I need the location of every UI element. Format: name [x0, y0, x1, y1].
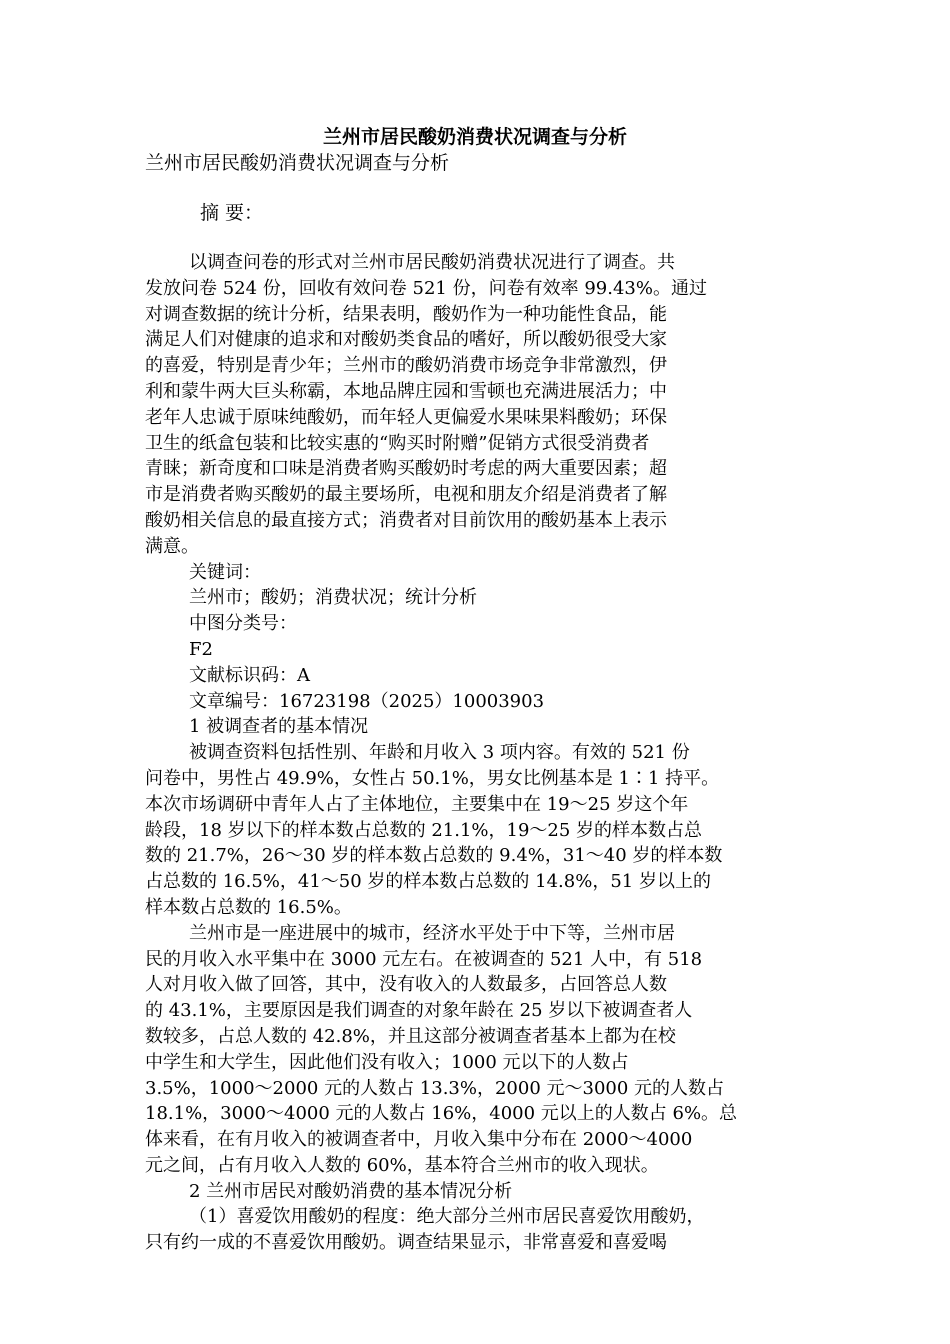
keywords-label: 关键词：: [189, 561, 261, 583]
text-line: 满意。: [145, 535, 199, 557]
text-line: 老年人忠诚于原味纯酸奶，而年轻人更偏爱水果味果料酸奶；环保: [145, 406, 667, 428]
text-line: 样本数占总数的 16.5%。: [145, 896, 352, 918]
text-line: 兰州市是一座进展中的城市，经济水平处于中下等，兰州市居: [189, 922, 675, 944]
text-line: 人对月收入做了回答，其中，没有收入的人数最多，占回答总人数: [145, 974, 667, 996]
section-2-heading: 2 兰州市居民对酸奶消费的基本情况分析: [189, 1180, 513, 1202]
document-code: 文献标识码：A: [189, 664, 310, 686]
text-line: 对调查数据的统计分析，结果表明，酸奶作为一种功能性食品，能: [145, 303, 667, 325]
text-line: 3.5%，1000～2000 元的人数占 13.3%，2000 元～3000 元的人数占: [145, 1077, 725, 1099]
text-line: 问卷中，男性占 49.9%，女性占 50.1%，男女比例基本是 1∶1 持平。: [145, 767, 720, 789]
text-line: 市是消费者购买酸奶的最主要场所，电视和朋友介绍是消费者了解: [145, 484, 667, 506]
text-line: 的 43.1%，主要原因是我们调查的对象年龄在 25 岁以下被调查者人: [145, 1000, 693, 1022]
text-line: 元之间，占有月收入人数的 60%，基本符合兰州市的收入现状。: [145, 1154, 659, 1176]
text-line: 本次市场调研中青年人占了主体地位，主要集中在 19～25 岁这个年: [145, 793, 689, 815]
document-title: 兰州市居民酸奶消费状况调查与分析: [322, 126, 627, 148]
text-line: 酸奶相关信息的最直接方式；消费者对目前饮用的酸奶基本上表示: [145, 509, 667, 531]
text-line: 民的月收入水平集中在 3000 元左右。在被调查的 521 人中，有 518: [145, 948, 703, 970]
keywords-value: 兰州市；酸奶；消费状况；统计分析: [189, 587, 477, 609]
text-line: 中学生和大学生，因此他们没有收入；1000 元以下的人数占: [145, 1051, 629, 1073]
document-subtitle: 兰州市居民酸奶消费状况调查与分析: [145, 152, 450, 174]
text-line: 数的 21.7%，26～30 岁的样本数占总数的 9.4%，31～40 岁的样本数: [145, 845, 723, 867]
article-number: 文章编号：16723198（2025）10003903: [189, 690, 545, 712]
abstract-body: [145, 250, 805, 1256]
text-line: 只有约一成的不喜爱饮用酸奶。调查结果显示，非常喜爱和喜爱喝: [145, 1232, 667, 1254]
text-line: 的喜爱，特别是青少年；兰州市的酸奶消费市场竞争非常激烈，伊: [145, 355, 667, 377]
text-line: 满足人们对健康的追求和对酸奶类食品的嗜好，所以酸奶很受大家: [145, 329, 667, 351]
text-line: 青睐；新奇度和口味是消费者购买酸奶时考虑的两大重要因素；超: [145, 458, 667, 480]
text-line: 以调查问卷的形式对兰州市居民酸奶消费状况进行了调查。共: [189, 252, 675, 273]
text-line: （1）喜爱饮用酸奶的程度：绝大部分兰州市居民喜爱饮用酸奶，: [189, 1206, 705, 1228]
classification-value: F2: [189, 638, 213, 660]
text-line: 卫生的纸盒包装和比较实惠的“购买时附赠”促销方式很受消费者: [145, 432, 650, 454]
text-line: 发放问卷 524 份，回收有效问卷 521 份，问卷有效率 99.43%。通过: [145, 277, 707, 299]
text-line: 18.1%，3000～4000 元的人数占 16%，4000 元以上的人数占 6%。总: [145, 1103, 738, 1125]
text-line: 利和蒙牛两大巨头称霸，本地品牌庄园和雪顿也充满进展活力；中: [145, 380, 667, 402]
text-line: 龄段，18 岁以下的样本数占总数的 21.1%，19～25 岁的样本数占总: [145, 819, 703, 841]
text-line: 体来看，在有月收入的被调查者中，月收入集中分布在 2000～4000: [145, 1129, 693, 1151]
abstract-label: 摘 要：: [200, 202, 264, 224]
text-line: 被调查资料包括性别、年龄和月收入 3 项内容。有效的 521 份: [189, 742, 690, 764]
section-1-heading: 1 被调查者的基本情况: [189, 716, 369, 738]
text-line: 占总数的 16.5%，41～50 岁的样本数占总数的 14.8%，51 岁以上的: [145, 871, 711, 893]
classification-label: 中图分类号：: [189, 613, 297, 635]
text-line: 数较多，占总人数的 42.8%，并且这部分被调查者基本上都为在校: [145, 1025, 676, 1047]
